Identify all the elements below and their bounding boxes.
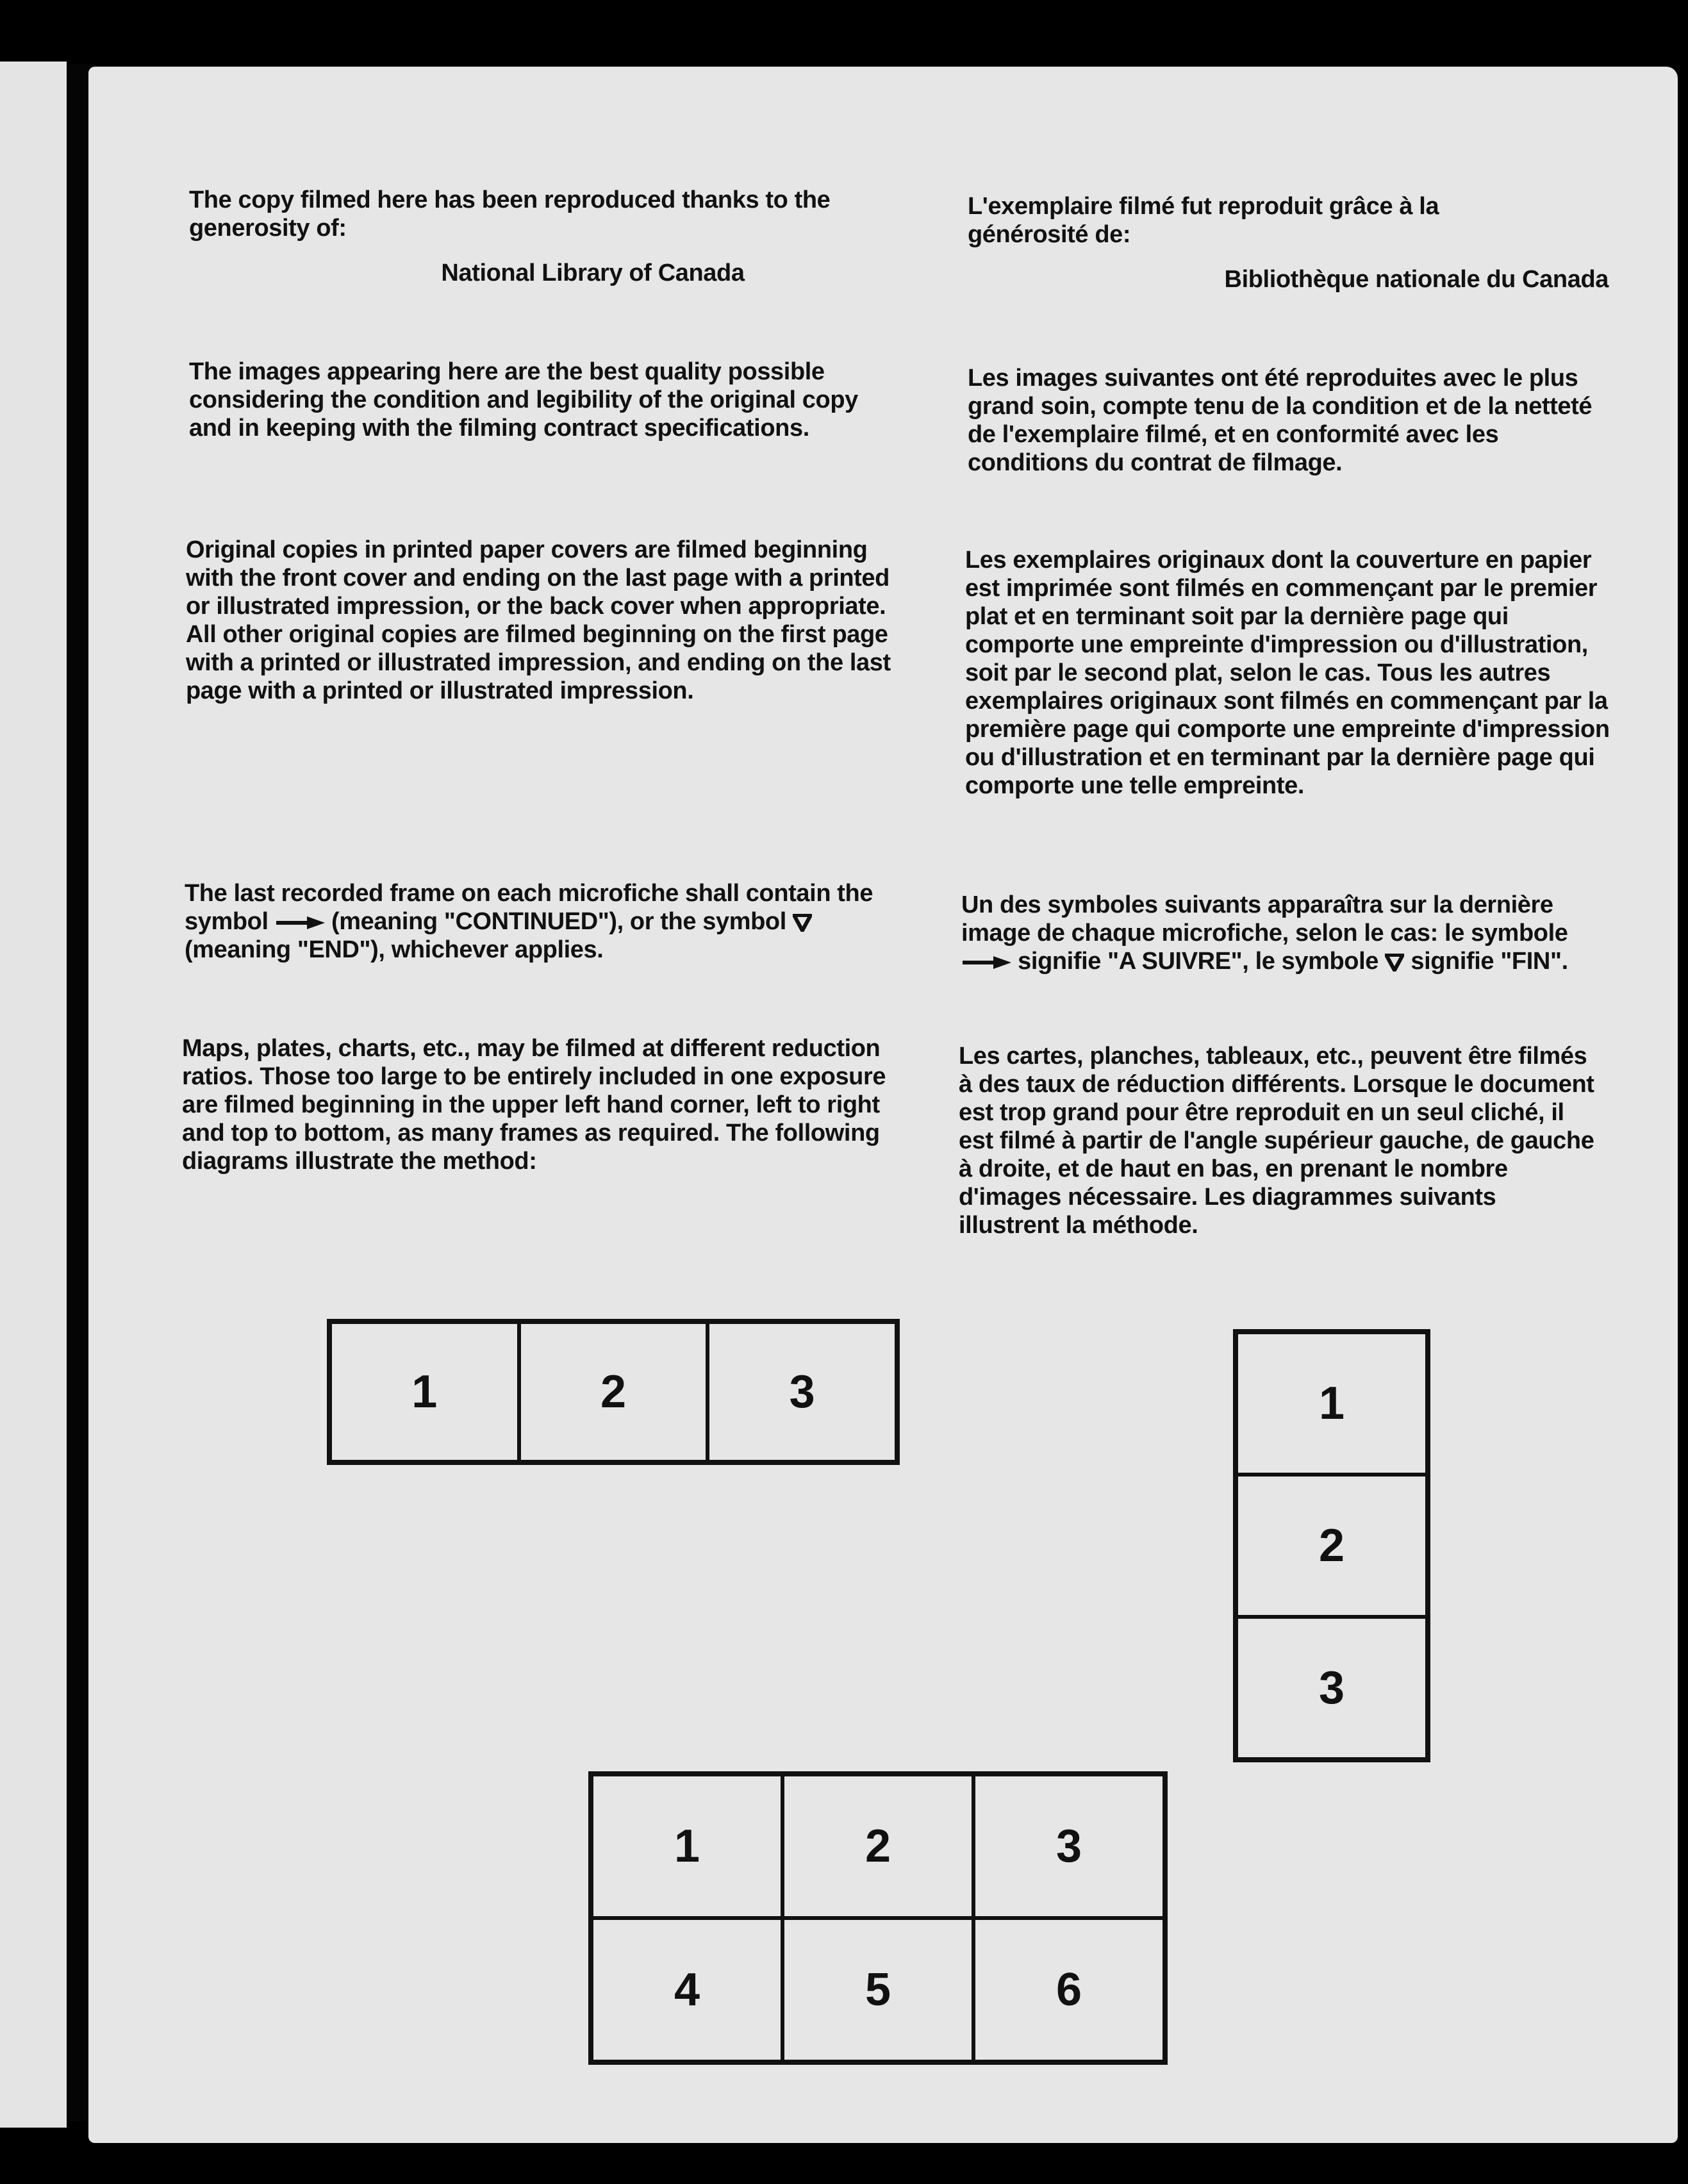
english-originals-text: Original copies in printed paper covers are filmed beginning with the front cover and ending on the last page with a printed or illustrated impression, or the back cover when appropriate. All other original copies are filmed beginning on the first page with a printed or illustrated impression, and ending on the last page with a printed or illustrated impression. (186, 536, 891, 704)
facing-page-edge (0, 62, 67, 2128)
french-originals-paragraph (965, 546, 1612, 800)
english-maps-text: Maps, plates, charts, etc., may be filmed at different reduction ratios. Those too large to be entirely included in one exposure are filmed beginning in the upper left hand corner, left to right and top to bottom, as many frames as required. The following diagrams illustrate the method: (182, 1035, 886, 1175)
english-intro: The copy filmed here has been reproduced thanks to the generosity of: (189, 186, 831, 242)
triangle-down-icon (793, 914, 812, 932)
diagram-six-frame-grid (588, 1771, 1168, 2065)
page-gutter (69, 64, 90, 2121)
english-symbols-part-3: (meaning "END"), whichever applies. (185, 936, 604, 963)
english-quality-text: The images appearing here are the best quality possible considering the condition and legibility of the original copy and in keeping with the filming contract specifications. (189, 358, 858, 442)
arrow-right-icon (275, 915, 325, 931)
frame-cell: 5 (782, 1918, 973, 2062)
english-symbols-text (185, 879, 890, 964)
english-symbols-part-2: (meaning "CONTINUED"), or the symbol (331, 908, 786, 935)
french-originals-text: Les exemplaires originaux dont la couverture en papier est imprimée sont filmés en commençant par le premier plat et en terminant soit par la dernière page qui comporte une empreinte d'impression ou d'illustration, soit par le second plat, selon le cas. Tous les autres exemplaires originaux sont filmés en commençant par la première page qui comporte une empreinte d'impression ou d'illustration et en terminant par la dernière page qui comporte une telle empreinte. (965, 547, 1610, 799)
triangle-down-icon (1385, 954, 1404, 972)
french-maps-text: Les cartes, planches, tableaux, etc., peuvent être filmés à des taux de réduction différents. Lorsque le document est trop grand pour être reproduit en un seul cliché, il est filmé à partir de l'angle supérieur gauche, de gauche à droite, et de haut en bas, en prenant le nombre d'images nécessaire. Les diagrammes suivants illustrent la méthode. (959, 1043, 1594, 1239)
frame-cell: 2 (782, 1774, 973, 1918)
english-quality-paragraph (189, 358, 888, 442)
french-symbols-text (961, 891, 1596, 975)
french-symbols-part-1: Un des symboles suivants apparaîtra sur la dernière image de chaque microfiche, selon le cas: le symbole (961, 891, 1568, 947)
frame-cell: 2 (1236, 1475, 1427, 1617)
target-page (88, 67, 1678, 2143)
frame-cell: 1 (1236, 1332, 1427, 1475)
frame-cell: 3 (707, 1322, 897, 1462)
french-maps-paragraph (959, 1042, 1600, 1239)
frame-cell: 2 (519, 1322, 708, 1462)
diagram-vertical-strip (1233, 1329, 1430, 1762)
french-institution: Bibliothèque nationale du Canada (1224, 266, 1609, 293)
english-institution: National Library of Canada (441, 260, 745, 286)
frame-cell: 1 (330, 1322, 519, 1462)
french-column (968, 192, 1609, 294)
english-maps-paragraph (182, 1034, 893, 1175)
french-quality-text: Les images suivantes ont été reproduites avec le plus grand soin, compte tenu de la condition et de la netteté de l'exemplaire filmé, et en conformité avec les conditions du contrat de filmage. (968, 365, 1593, 476)
diagram-horizontal-strip (327, 1319, 900, 1465)
arrow-right-icon (961, 955, 1011, 970)
frame-cell: 1 (592, 1774, 782, 1918)
frame-cell: 3 (973, 1774, 1164, 1918)
english-symbols-paragraph (185, 879, 890, 964)
french-intro: L'exemplaire filmé fut reproduit grâce à la générosité de: (968, 193, 1439, 248)
french-symbols-paragraph (961, 891, 1596, 975)
french-symbols-part-2: signifie "A SUIVRE", le symbole (1018, 948, 1378, 975)
frame-cell: 6 (973, 1918, 1164, 2062)
french-symbols-part-3: signifie "FIN". (1411, 948, 1568, 975)
english-symbols-part-1: The last recorded frame on each microfiche shall contain the symbol (185, 880, 873, 935)
english-originals-paragraph (186, 536, 897, 705)
french-quality-paragraph (968, 364, 1609, 477)
frame-cell: 3 (1236, 1617, 1427, 1759)
english-column (189, 186, 920, 287)
frame-cell: 4 (592, 1918, 782, 2062)
